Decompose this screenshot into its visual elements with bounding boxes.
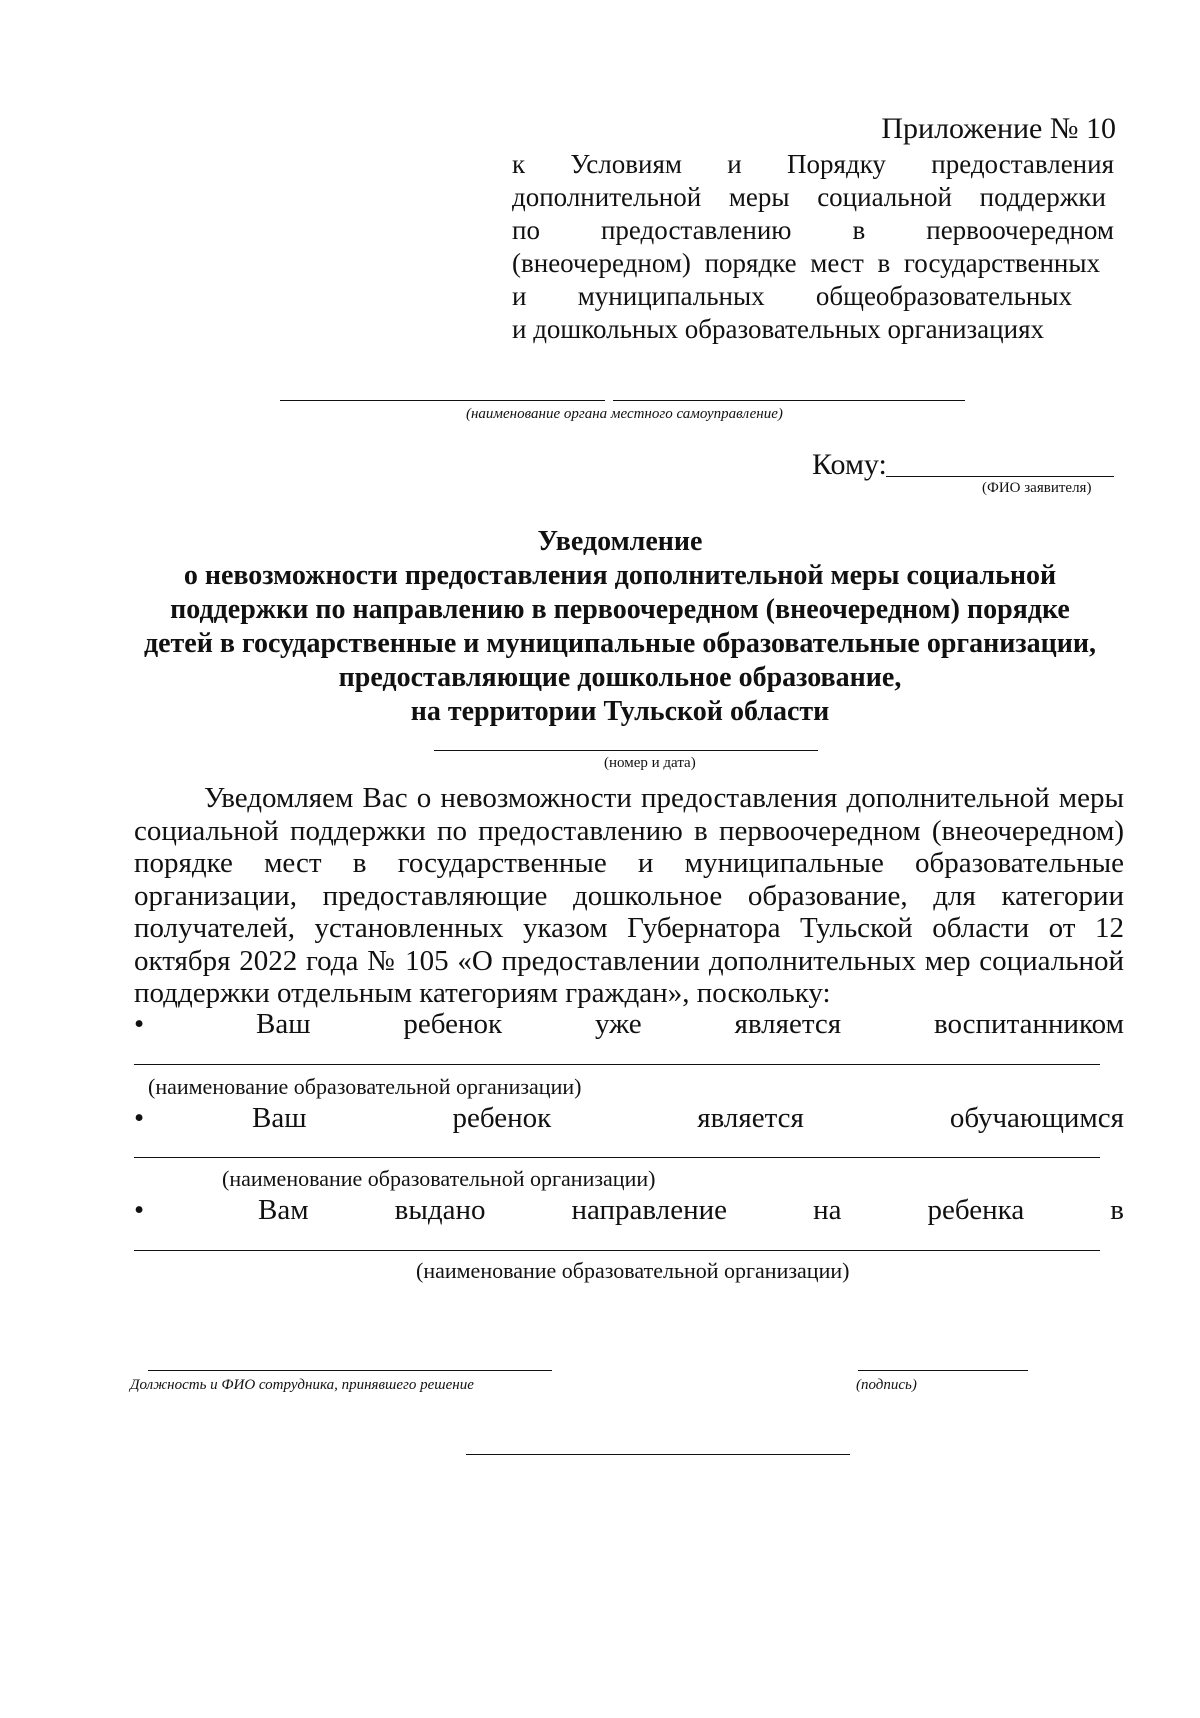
notice-title-line: предоставляющие дошкольное образование,	[338, 662, 902, 693]
reason-word: выдано	[394, 1194, 486, 1226]
reason-word: обучающимся	[949, 1102, 1124, 1134]
recipient-label: Кому:	[812, 448, 887, 481]
notice-body-paragraph: Уведомляем Вас о невозможности предоставления дополнительной меры социальной поддержки по предоставлению в первоочередном (внеочередном) порядке мест в государственные и муниципальные образовательные организации, предоставляющие дошкольное образование, для категории получателей, установленных указом Губернатора Тульской области от 12 октября 2022 года № 105 «О предоставлении дополнительных мер социальной поддержки отдельным категориям граждан», поскольку:	[134, 782, 1124, 1009]
appendix-line: по предоставлению в первоочередном	[512, 215, 1114, 245]
reason-word: является	[697, 1102, 804, 1134]
reason-1-line	[134, 1064, 1100, 1065]
bullet-icon: •	[134, 1102, 145, 1134]
reason-word: в	[1110, 1194, 1124, 1226]
appendix-line: и муниципальных общеобразовательных	[512, 281, 1072, 311]
signature-caption: (подпись)	[856, 1377, 917, 1393]
reason-word: Ваш	[252, 1102, 307, 1134]
appendix-title: Приложение № 10	[881, 112, 1116, 145]
notice-title-line: Уведомление	[537, 526, 703, 557]
reason-word: направление	[571, 1194, 727, 1226]
reason-word: воспитанником	[933, 1008, 1124, 1040]
authority-caption: (наименование органа местного самоуправление)	[466, 406, 783, 422]
reason-word: Вам	[258, 1194, 309, 1226]
reason-word: уже	[595, 1008, 642, 1040]
reason-word: ребенок	[452, 1102, 552, 1134]
reason-3-line	[134, 1250, 1100, 1251]
signature-line	[858, 1370, 1028, 1371]
reason-item	[134, 1008, 1124, 1041]
reason-word: на	[813, 1194, 842, 1226]
reason-2-caption: (наименование образовательной организации)	[222, 1166, 656, 1191]
reason-word: является	[734, 1008, 842, 1040]
number-date-caption: (номер и дата)	[604, 755, 696, 771]
bullet-icon: •	[134, 1008, 145, 1040]
notice-title-line: на территории Тульской области	[410, 696, 830, 727]
reason-word: ребенка	[927, 1194, 1025, 1226]
appendix-line: к Условиям и Порядку предоставления	[512, 149, 1114, 179]
reason-3-caption: (наименование образовательной организации)	[416, 1258, 850, 1283]
reason-word: ребенок	[403, 1008, 503, 1040]
appendix-reference	[512, 148, 1114, 346]
official-caption: Должность и ФИО сотрудника, принявшего решение	[130, 1377, 474, 1393]
appendix-line: дополнительной меры социальной поддержки	[512, 182, 1106, 212]
closing-line	[466, 1454, 850, 1455]
notice-title-line: поддержки по направлению в первоочередном (внеочередном) порядке	[170, 594, 1070, 625]
official-line	[148, 1370, 552, 1371]
notice-title	[120, 525, 1120, 729]
notice-title-line: детей в государственные и муниципальные образовательные организации,	[143, 628, 1097, 659]
appendix-line: и дошкольных образовательных организациях	[512, 314, 1044, 344]
reason-word: Ваш	[256, 1008, 311, 1040]
number-date-line	[434, 750, 818, 751]
recipient-line	[886, 476, 1114, 477]
bullet-icon: •	[134, 1194, 145, 1226]
reason-item	[134, 1102, 1124, 1135]
reason-item	[134, 1194, 1124, 1227]
recipient-caption: (ФИО заявителя)	[982, 480, 1092, 496]
notice-title-line: о невозможности предоставления дополнительной меры социальной	[183, 560, 1057, 591]
authority-line-left	[280, 400, 605, 401]
reason-1-caption: (наименование образовательной организации)	[148, 1074, 582, 1099]
appendix-line: (внеочередном) порядке мест в государственных	[512, 248, 1100, 278]
notice-body	[134, 782, 1124, 1010]
reason-2-line	[134, 1157, 1100, 1158]
authority-line-right	[613, 400, 965, 401]
